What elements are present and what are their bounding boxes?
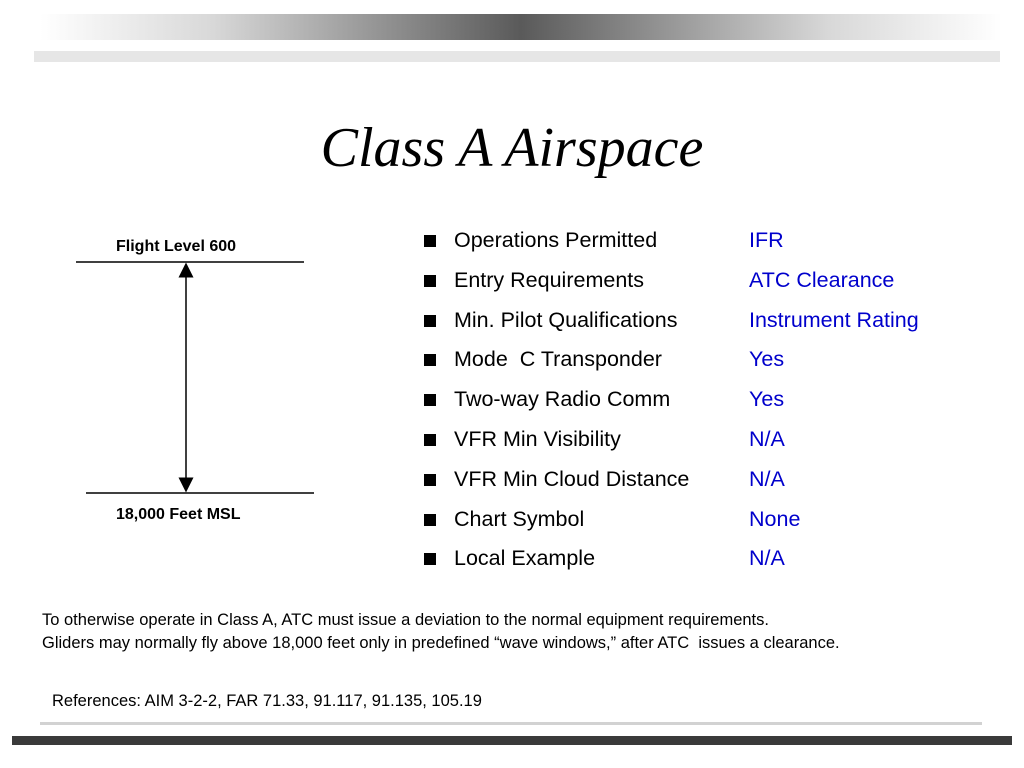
lower-limit-label: 18,000 Feet MSL <box>116 506 241 523</box>
note-line: To otherwise operate in Class A, ATC must issue a deviation to the normal equipment requirements. <box>42 611 769 629</box>
requirement-value: Yes <box>749 347 785 372</box>
list-item <box>424 421 1004 461</box>
square-bullet-icon <box>424 315 436 327</box>
requirement-label: Min. Pilot Qualifications <box>454 307 678 332</box>
requirement-label: Two-way Radio Comm <box>454 387 671 412</box>
altitude-diagram <box>60 230 330 530</box>
square-bullet-icon <box>424 275 436 287</box>
requirements-list <box>424 222 1004 580</box>
square-bullet-icon <box>424 514 436 526</box>
square-bullet-icon <box>424 235 436 247</box>
square-bullet-icon <box>424 394 436 406</box>
upper-limit-label: Flight Level 600 <box>116 238 237 255</box>
slide-title: Class A Airspace <box>320 117 704 179</box>
requirement-value: None <box>749 506 801 531</box>
requirement-value: N/A <box>749 546 785 571</box>
list-item <box>424 341 1004 381</box>
requirement-value: ATC Clearance <box>749 267 895 292</box>
notes-text <box>42 609 840 655</box>
requirement-label: Entry Requirements <box>454 267 644 292</box>
altitude-diagram-graphic <box>60 230 330 530</box>
requirement-value: N/A <box>749 426 785 451</box>
requirement-value: IFR <box>749 228 784 252</box>
square-bullet-icon <box>424 354 436 366</box>
square-bullet-icon <box>424 553 436 565</box>
requirement-label: Operations Permitted <box>454 228 658 252</box>
footer-divider <box>40 722 982 725</box>
header-gradient-bar <box>40 14 1002 40</box>
square-bullet-icon <box>424 434 436 446</box>
requirement-label: Chart Symbol <box>454 506 585 531</box>
requirement-value: Yes <box>749 387 785 412</box>
header-light-bar <box>34 51 1000 62</box>
list-item <box>424 262 1004 302</box>
square-bullet-icon <box>424 474 436 486</box>
list-item <box>424 222 1004 262</box>
references-text: References: AIM 3-2-2, FAR 71.33, 91.117, 91.135, 105.19 <box>52 692 482 710</box>
requirement-label: VFR Min Cloud Distance <box>454 466 690 491</box>
requirement-label: Local Example <box>454 546 596 571</box>
requirement-value: Instrument Rating <box>749 307 919 332</box>
note-line: Gliders may normally fly above 18,000 feet only in predefined “wave windows,” after ATC issues a clearance. <box>42 634 840 652</box>
list-item <box>424 540 1004 580</box>
list-item <box>424 461 1004 501</box>
list-item <box>424 501 1004 541</box>
footer-bar <box>12 736 1012 745</box>
list-item <box>424 302 1004 342</box>
requirement-label: VFR Min Visibility <box>454 426 621 451</box>
list-item <box>424 381 1004 421</box>
requirement-value: N/A <box>749 466 785 491</box>
requirement-label: Mode C Transponder <box>454 347 662 372</box>
